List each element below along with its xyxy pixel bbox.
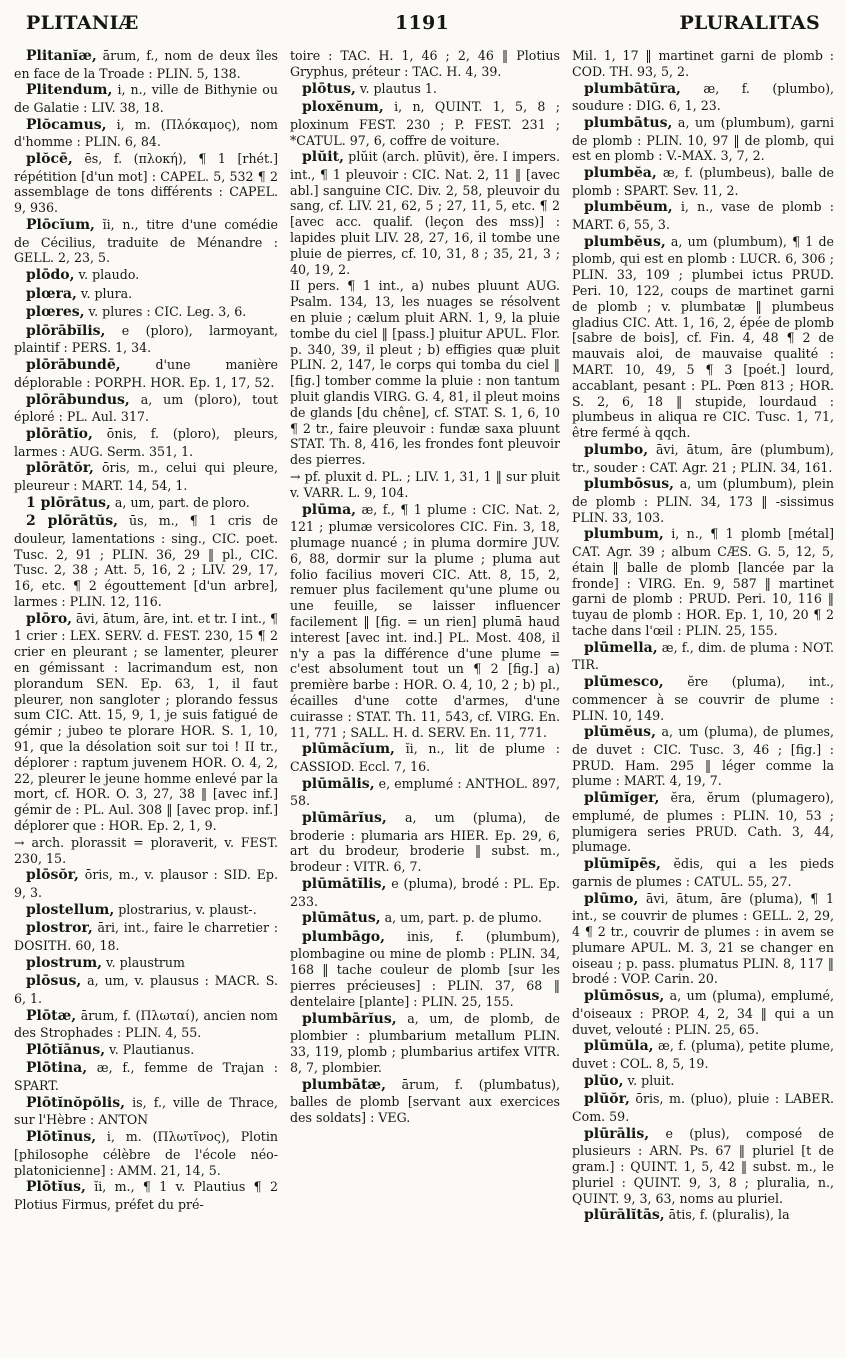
dictionary-entry bbox=[14, 426, 278, 459]
entry-headword: plŭo, bbox=[584, 1072, 624, 1089]
entry-definition: ōris, m., celui qui pleure, pleureur : MART. 14, 54, 1. bbox=[14, 460, 278, 493]
entry-headword: plōsus, bbox=[26, 973, 82, 990]
dictionary-entry bbox=[572, 1126, 834, 1207]
entry-headword: plūmātĭlis, bbox=[302, 876, 387, 892]
entry-definition: i, m. (Πλωτῖνος), Plotin [philosophe célèbre de l'école néo-platonicienne] : AMM. 21, 14, 5. bbox=[14, 1129, 278, 1178]
dictionary-entry bbox=[572, 234, 834, 441]
dictionary-entry bbox=[14, 867, 278, 900]
dictionary-entry bbox=[572, 640, 834, 673]
entry-definition: ĭi, m., ¶ 1 v. Plautius ¶ 2 Plotius Firmus, préfet du pré- bbox=[14, 1179, 278, 1212]
entry-definition: ārum, f., nom de deux îles en face de la Troade : PLIN. 5, 138. bbox=[14, 48, 278, 81]
entry-definition: v. plaustrum bbox=[102, 954, 185, 970]
dictionary-entry bbox=[14, 1042, 278, 1060]
dictionary-entry bbox=[572, 199, 834, 232]
dictionary-entry bbox=[14, 460, 278, 493]
entry-definition: a, um (plumbum), plein de plomb : PLIN. 34, 173 ‖ -sissimus PLIN. 33, 103. bbox=[572, 476, 834, 525]
entry-definition: a, um (pluma), emplumé, d'oiseaux : PROP. 4, 2, 34 ‖ qui a un duvet, velouté : PLIN. 25, 65. bbox=[572, 988, 834, 1037]
entry-definition: toire : TAC. H. 1, 46 ; 2, 46 ‖ Plotius Gryphus, préteur : TAC. H. 4, 39. bbox=[290, 48, 560, 79]
entry-definition: v. plautus 1. bbox=[355, 80, 437, 96]
entry-definition: i, n., vase de plomb : MART. 6, 55, 3. bbox=[572, 199, 834, 233]
entry-definition: āvi, ātum, āre (plumbum), tr., souder : CAT. Agr. 21 ; PLIN. 34, 161. bbox=[572, 441, 834, 475]
entry-headword: Plōtĭnŏpŏlis, bbox=[26, 1094, 126, 1111]
entry-headword: Plōtæ, bbox=[26, 1007, 77, 1024]
dictionary-entry bbox=[290, 99, 560, 148]
entry-headword: Plitendum, bbox=[26, 82, 113, 99]
entry-definition: i, n, QUINT. 1, 5, 8 ; ploxinum FEST. 230 ; P. FEST. 231 ; *CATUL. 97, 6, coffre de voiture. bbox=[290, 99, 560, 148]
entry-headword: plumbātus, bbox=[584, 114, 673, 131]
dictionary-entry bbox=[572, 988, 834, 1037]
entry-headword: plŏcē, bbox=[26, 151, 73, 168]
entry-headword: Plōcĭum, bbox=[26, 217, 95, 234]
entry-headword: plōro, bbox=[26, 610, 73, 627]
page-number: 1191 bbox=[395, 12, 450, 34]
entry-definition: āvi, ātum, āre, int. et tr. I int., ¶ 1 crier : LEX. SERV. d. FEST. 230, 15 ¶ 2 crier en pleurant ; se lamenter, pleurer en gémissant : lacrimandum est, non plorandum SEN. Ep. 63, 1, il faut pleurer, non sangloter ; plorando fessus sum CIC. Att. 15, 9, 1, je suis fatigué de gémir ; jubeo te plorare HOR. S. 1, 10, 91, que la désolation soit sur toi ! II tr., déplorer : raptum juvenem HOR. O. 4, 2, 22, pleurer le jeune homme enlevé par la mort, cf. HOR. O. 3, 27, 38 ‖ [avec inf.] gémir de : PL. Aul. 308 ‖ [avec prop. inf.] déplorer que : HOR. Ep. 2, 1, 9. bbox=[14, 610, 278, 833]
dictionary-entry bbox=[14, 1129, 278, 1178]
entry-headword: 1 plōrātus, bbox=[26, 494, 111, 511]
entry-headword: plūmella, bbox=[584, 639, 658, 656]
entry-definition: a, um (ploro), tout éploré : PL. Aul. 317. bbox=[14, 391, 278, 425]
header-right-guideword: PLURALITAS bbox=[679, 12, 820, 34]
dictionary-entry bbox=[14, 1008, 278, 1041]
entry-definition: æ, f., femme de Trajan : SPART. bbox=[14, 1060, 278, 1093]
entry-definition: ōnis, f. (ploro), pleurs, larmes : AUG. Serm. 351, 1. bbox=[14, 425, 278, 459]
entry-definition: a, um (plumbum), garni de plomb : PLIN. 10, 97 ‖ de plomb, qui est en plomb : V.-MAX. 3, 7, 2. bbox=[572, 114, 834, 164]
dictionary-entry bbox=[290, 810, 560, 875]
dictionary-entry bbox=[572, 1091, 834, 1124]
entry-headword: plōrātŏr, bbox=[26, 460, 94, 477]
entry-definition: a, um, part. de ploro. bbox=[110, 494, 250, 510]
entry-headword: plōsŏr, bbox=[26, 867, 79, 884]
dictionary-entry bbox=[14, 955, 278, 973]
entry-headword: plumbĕa, bbox=[584, 165, 657, 182]
dictionary-entry bbox=[14, 513, 278, 610]
dictionary-entry bbox=[290, 741, 560, 774]
entry-headword: plūmesco, bbox=[584, 674, 664, 691]
entry-headword: plōrātĭo, bbox=[26, 425, 93, 442]
dictionary-entry bbox=[290, 48, 560, 80]
dictionary-entry bbox=[290, 1077, 560, 1126]
entry-definition: ārum, f. (Πλωταί), ancien nom des Strophades : PLIN. 4, 55. bbox=[14, 1007, 278, 1041]
entry-headword: Plōtina, bbox=[26, 1060, 88, 1077]
entry-definition: æ, f. (pluma), petite plume, duvet : COL. 8, 5, 19. bbox=[572, 1038, 834, 1071]
entry-headword: plumbātæ, bbox=[302, 1076, 386, 1093]
dictionary-entry bbox=[572, 165, 834, 198]
entry-headword: plūmārĭus, bbox=[302, 810, 387, 827]
entry-headword: plumbĕum, bbox=[584, 199, 673, 216]
dictionary-entry bbox=[14, 1060, 278, 1093]
entry-headword: ploxĕnum, bbox=[302, 99, 384, 116]
dictionary-entry bbox=[572, 790, 834, 855]
dictionary-entry bbox=[572, 476, 834, 525]
entry-headword: plumbāgo, bbox=[302, 928, 385, 945]
entry-definition: æ, f., ¶ 1 plume : CIC. Nat. 2, 121 ; plumæ versicolores CIC. Fin. 3, 18, plumage nuancé ; in pluma dormire JUV. 6, 88, dormir sur la plume ; pluma aut folio facilius moveri CIC. Att. 8, 15, 2, remuer plus facilement qu'une plume ou une feuille, se laisser influencer facilement ‖ [fig. = un rien] plumā haud interest [avec int. ind.] PL. Most. 408, il n'y a pas la différence d'une plume = c'est absolument tout un ¶ 2 [fig.] a) première barbe : HOR. O. 4, 10, 2 ; b) pl., écailles d'une cotte d'armes, d'une cuirasse : STAT. Th. 11, 543, cf. VIRG. En. 11, 771 ; SALL. H. d. SERV. En. 11, 771. bbox=[290, 501, 560, 740]
dictionary-entry bbox=[14, 392, 278, 425]
entry-definition: e, emplumé : ANTHOL. 897, 58. bbox=[290, 775, 560, 809]
entry-definition: ĕra, ĕrum (plumagero), emplumé, de plumes : PLIN. 10, 53 ; plumigera series PRUD. Cath. 3, 44, plumage. bbox=[572, 790, 834, 855]
dictionary-entry bbox=[572, 1073, 834, 1091]
entry-definition: ĕdis, qui a les pieds garnis de plumes : CATUL. 55, 27. bbox=[572, 856, 834, 889]
entry-definition: inis, f. (plumbum), plombagine ou mine de plomb : PLIN. 34, 168 ‖ tache couleur de plomb [sur les pierres précieuses] : PLIN. 37, 68 ‖ dentelaire [plante] : PLIN. 25, 155. bbox=[290, 928, 560, 1009]
dictionary-entry bbox=[14, 304, 278, 322]
page-header bbox=[0, 12, 846, 46]
entry-definition: → pf. pluxit d. PL. ; LIV. 1, 31, 1 ‖ sur pluit v. VARR. L. 9, 104. bbox=[290, 469, 560, 500]
dictionary-entry bbox=[572, 1038, 834, 1071]
entry-definition: ēs, f. (πλοκή), ¶ 1 [rhét.] répétition [d'un mot] : CAPEL. 5, 532 ¶ 2 assemblage de tons différents : CAPEL. 9, 936. bbox=[14, 151, 278, 216]
entry-headword: Plōtīnus, bbox=[26, 1129, 97, 1146]
entry-headword: plŭŏr, bbox=[584, 1091, 630, 1108]
dictionary-entry bbox=[572, 48, 834, 80]
entry-definition: a, um, part. p. de plumo. bbox=[380, 910, 542, 926]
entry-headword: plūrālis, bbox=[584, 1125, 650, 1142]
entry-definition: e (pluma), brodé : PL. Ep. 233. bbox=[290, 876, 560, 909]
dictionary-entry bbox=[572, 81, 834, 114]
dictionary-entry bbox=[14, 117, 278, 150]
entry-definition: ōris, m., v. plausor : SID. Ep. 9, 3. bbox=[14, 867, 278, 900]
entry-headword: Plitanĭæ, bbox=[26, 48, 97, 64]
entry-definition: v. pluit. bbox=[623, 1072, 675, 1088]
entry-headword: plumbo, bbox=[584, 441, 649, 458]
dictionary-entry bbox=[14, 48, 278, 81]
entry-definition: āri, int., faire le charretier : DOSITH. 60, 18. bbox=[14, 920, 278, 953]
dictionary-entry bbox=[14, 357, 278, 390]
entry-definition: Mil. 1, 17 ‖ martinet garni de plomb : COD. TH. 93, 5, 2. bbox=[572, 48, 834, 79]
dictionary-entry bbox=[14, 267, 278, 285]
entry-headword: plumbōsus, bbox=[584, 476, 675, 493]
entry-headword: plœres, bbox=[26, 304, 85, 321]
dictionary-entry bbox=[290, 929, 560, 1010]
entry-definition: e (ploro), larmoyant, plaintif : PERS. 1, 34. bbox=[14, 322, 278, 356]
dictionary-entry bbox=[290, 502, 560, 741]
entry-definition: a, um, v. plausus : MACR. S. 6, 1. bbox=[14, 973, 278, 1006]
entry-headword: Plōtĭānus, bbox=[26, 1041, 106, 1058]
entry-headword: plūmŭla, bbox=[584, 1038, 654, 1055]
dictionary-entry bbox=[14, 323, 278, 356]
entry-headword: plūmālis, bbox=[302, 775, 375, 792]
entry-definition: æ, f., dim. de pluma : NOT. TIR. bbox=[572, 639, 834, 673]
entry-definition: v. Plautianus. bbox=[105, 1041, 195, 1057]
entry-definition: plostrarius, v. plaust-. bbox=[114, 901, 257, 917]
dictionary-entry bbox=[14, 902, 278, 920]
entry-headword: plostror, bbox=[26, 920, 93, 937]
entry-headword: plumbātūra, bbox=[584, 80, 681, 97]
entry-definition: i, n., ville de Bithynie ou de Galatie : LIV. 38, 18. bbox=[14, 82, 278, 115]
entry-definition: i, n., ¶ 1 plomb [métal] CAT. Agr. 39 ; album CÆS. G. 5, 12, 5, étain ‖ balle de plomb [lancée par la fronde] : VIRG. En. 9, 587 ‖ martinet garni de plomb : PRUD. Peri. 10, 116 ‖ tuyau de plomb : HOR. Ep. 1, 10, 20 ¶ 2 tache dans l'œil : PLIN. 25, 155. bbox=[572, 526, 834, 639]
dictionary-entry bbox=[14, 1179, 278, 1212]
entry-definition: II pers. ¶ 1 int., a) nubes pluunt AUG. Psalm. 134, 13, les nuages se résolvent en pluie ; cælum pluit ARN. 1, 9, la pluie tombe du ciel ‖ [pass.] pluitur APUL. Flor. p. 340, 39, il pleut ; b) effigies quæ pluit PLIN. 2, 147, le corps qui tomba du ciel ‖ [fig.] tomber comme la pluie : non tantum pluit glandis VIRG. G. 4, 81, il pleut moins de glands [du chêne], cf. STAT. S. 1, 6, 10 ¶ 2 tr., faire pleuvoir : fundæ saxa pluunt STAT. Th. 8, 416, les frondes font pleuvoir des pierres. bbox=[290, 278, 560, 468]
entry-headword: plūma, bbox=[302, 501, 357, 518]
dictionary-entry bbox=[572, 724, 834, 789]
dictionary-entry bbox=[14, 1095, 278, 1128]
entry-definition: ĕre (pluma), int., commencer à se couvrir de plume : PLIN. 10, 149. bbox=[572, 674, 834, 723]
dictionary-entry bbox=[572, 891, 834, 988]
entry-definition: ĭi, n., titre d'une comédie de Cécilius, traduite de Ménandre : GELL. 2, 23, 5. bbox=[14, 217, 278, 266]
entry-headword: plūmĭger, bbox=[584, 790, 660, 807]
dictionary-entry bbox=[290, 149, 560, 277]
entry-definition: ātis, f. (pluralis), la bbox=[664, 1207, 790, 1223]
entry-headword: plūmĭpēs, bbox=[584, 856, 661, 873]
entry-definition: v. plaudo. bbox=[74, 267, 140, 283]
entry-headword: plōdo, bbox=[26, 267, 75, 284]
entry-definition: d'une manière déplorable : PORPH. HOR. Ep. 1, 17, 52. bbox=[14, 357, 278, 390]
entry-definition: i, m. (Πλόκαμος), nom d'homme : PLIN. 6, 84. bbox=[14, 116, 278, 150]
dictionary-entry bbox=[14, 82, 278, 115]
dictionary-entry bbox=[14, 151, 278, 216]
entry-headword: Plŏcamus, bbox=[26, 116, 107, 133]
entry-definition: ōris, m. (pluo), pluie : LABER. Com. 59. bbox=[572, 1091, 834, 1124]
dictionary-entry bbox=[572, 442, 834, 475]
entry-definition: āvi, ātum, āre (pluma), ¶ 1 int., se couvrir de plumes : GELL. 2, 29, 4 ¶ 2 tr., couvrir de plumes : in avem se plumare APUL. M. 3, 21 se changer en oiseau ; p. pass. plumatus PLIN. 8, 117 ‖ brodé : VOP. Carin. 20. bbox=[572, 890, 834, 987]
entry-headword: plūmo, bbox=[584, 890, 639, 907]
dictionary-entry bbox=[572, 526, 834, 638]
entry-headword: plūmĕus, bbox=[584, 724, 656, 741]
entry-headword: plūrālĭtās, bbox=[584, 1207, 665, 1224]
entry-headword: plumbum, bbox=[584, 526, 664, 543]
dictionary-entry bbox=[14, 495, 278, 513]
entry-definition: e (plus), composé de plusieurs : ARN. Ps. 67 ‖ pluriel [t de gram.] : QUINT. 1, 5, 42 ‖ subst. m., le pluriel : QUINT. 9, 3, 8 ; pluralia, n., QUINT. 9, 3, 63, noms au pluriel. bbox=[572, 1125, 834, 1206]
entry-definition: æ, f. (plumbeus), balle de plomb : SPART. Sev. 11, 2. bbox=[572, 165, 834, 198]
dictionary-entry bbox=[572, 115, 834, 164]
entry-definition: v. plures : CIC. Leg. 3, 6. bbox=[84, 304, 247, 320]
column-right bbox=[572, 48, 834, 1348]
entry-headword: plŭit, bbox=[302, 149, 344, 166]
column-left bbox=[14, 48, 278, 1348]
entry-definition: ūs, m., ¶ 1 cris de douleur, lamentations : sing., CIC. poet. Tusc. 2, 91 ; PLIN. 36, 29 ‖ pl., CIC. Tusc. 2, 38 ; Att. 5, 16, 2 ; LIV. 29, 17, 16, etc. ¶ 2 égouttement [d'un arbre], larmes : PLIN. 12, 116. bbox=[14, 513, 278, 609]
entry-headword: plūmācĭum, bbox=[302, 741, 395, 758]
dictionary-entry bbox=[572, 856, 834, 889]
entry-headword: plōrābĭlis, bbox=[26, 322, 106, 339]
dictionary-entry bbox=[290, 81, 560, 99]
dictionary-entry bbox=[14, 920, 278, 953]
entry-definition: plŭit (arch. plūvit), ĕre. I impers. int., ¶ 1 pleuvoir : CIC. Nat. 2, 11 ‖ [avec abl.] sanguine CIC. Div. 2, 58, pleuvoir du sang, cf. LIV. 21, 62, 5 ; 27, 11, 5, etc. ¶ 2 [avec acc. qualif. (leçon des mss)] : lapides pluit LIV. 28, 27, 16, il tombe une pluie de pierres, cf. 10, 31, 8 ; 35, 21, 3 ; 40, 19, 2. bbox=[290, 149, 560, 277]
entry-headword: Plōtĭus, bbox=[26, 1179, 86, 1196]
entry-headword: plōrābundē, bbox=[26, 357, 121, 374]
entry-headword: 2 plōrātŭs, bbox=[26, 513, 118, 530]
column-middle bbox=[290, 48, 560, 1348]
entry-definition: æ, f. (plumbo), soudure : DIG. 6, 1, 23. bbox=[572, 80, 834, 114]
dictionary-entry bbox=[290, 469, 560, 501]
entry-definition: ārum, f. (plumbatus), balles de plomb [servant aux exercices des soldats] : VEG. bbox=[290, 1076, 560, 1125]
entry-headword: plūmōsus, bbox=[584, 988, 665, 1005]
entry-headword: plostrum, bbox=[26, 954, 103, 971]
dictionary-entry bbox=[572, 674, 834, 723]
dictionary-entry bbox=[290, 776, 560, 809]
entry-definition: a, um (plumbum), ¶ 1 de plomb, qui est en plomb : LUCR. 6, 306 ; PLIN. 33, 109 ; plumbei ictus PRUD. Peri. 10, 122, coups de martinet garni de plomb ; v. plumbatæ ‖ plumbeus gladius CIC. Att. 1, 16, 2, épée de plomb [sabre de bois], cf. Fin. 4, 48 ¶ 2 de mauvais aloi, de mauvaise qualité : MART. 10, 49, 5 ¶ 3 [poét.] lourd, accablant, pesant : PL. Pœn 813 ; HOR. S. 2, 6, 18 ‖ stupide, lourdaud : plumbeus in aliqua re CIC. Tusc. 1, 71, être fermé à qqch. bbox=[572, 233, 834, 441]
entry-headword: plumbārĭus, bbox=[302, 1010, 397, 1027]
dictionary-entry bbox=[290, 876, 560, 909]
dictionary-entry bbox=[290, 1011, 560, 1076]
entry-headword: plūmātus, bbox=[302, 910, 381, 927]
entry-headword: plœra, bbox=[26, 285, 77, 302]
dictionary-entry bbox=[290, 278, 560, 468]
entry-definition: a, um (pluma), de plumes, de duvet : CIC. Tusc. 3, 46 ; [fig.] : PRUD. Ham. 295 ‖ léger comme la plume : MART. 4, 19, 7. bbox=[572, 724, 834, 789]
dictionary-entry bbox=[14, 611, 278, 834]
dictionary-entry bbox=[572, 1207, 834, 1225]
entry-definition: → arch. plorassit = ploraverit, v. FEST. 230, 15. bbox=[14, 834, 278, 866]
entry-headword: plostellum, bbox=[26, 901, 115, 918]
dictionary-entry bbox=[14, 286, 278, 304]
entry-definition: a, um (pluma), de broderie : plumaria ars HIER. Ep. 29, 6, art du brodeur, broderie ‖ subst. m., brodeur : VITR. 6, 7. bbox=[290, 810, 560, 875]
entry-headword: plōtus, bbox=[302, 80, 356, 97]
dictionary-entry bbox=[290, 910, 560, 928]
header-left-guideword: PLITANIÆ bbox=[26, 12, 139, 34]
entry-headword: plumbĕus, bbox=[584, 233, 666, 250]
entry-headword: plōrābundus, bbox=[26, 391, 130, 408]
entry-definition: v. plura. bbox=[76, 285, 133, 301]
dictionary-entry bbox=[14, 835, 278, 867]
entry-definition: ĭi, n., lit de plume : CASSIOD. Eccl. 7, 16. bbox=[290, 741, 560, 774]
entry-definition: is, f., ville de Thrace, sur l'Hèbre : ANTON bbox=[14, 1094, 278, 1128]
dictionary-entry bbox=[14, 217, 278, 266]
entry-definition: a, um, de plomb, de plombier : plumbarium metallum PLIN. 33, 119, plomb ; plumbarius artifex VITR. 8, 7, plombier. bbox=[290, 1010, 560, 1075]
dictionary-entry bbox=[14, 973, 278, 1006]
